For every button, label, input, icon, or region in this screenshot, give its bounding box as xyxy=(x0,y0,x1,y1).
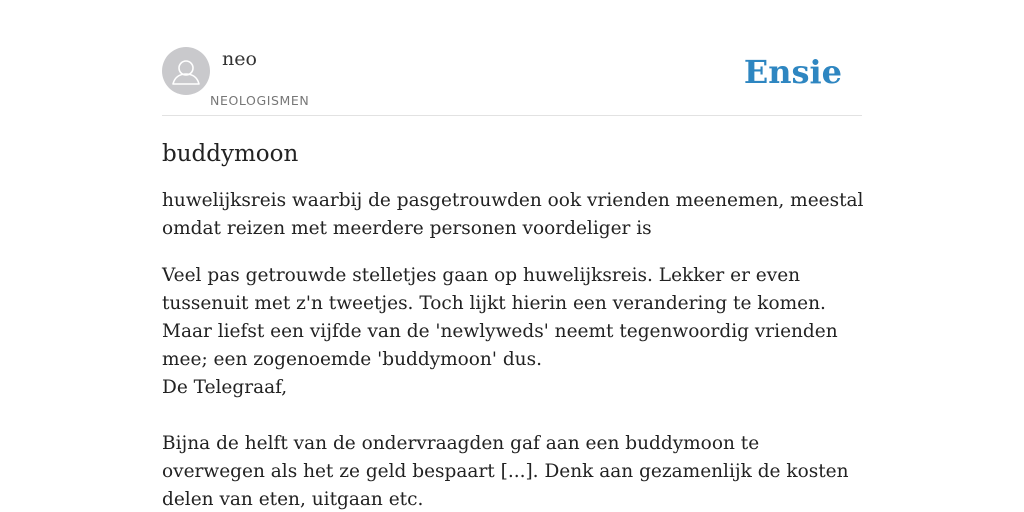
username-link[interactable]: neo xyxy=(222,48,257,70)
example-source: De Telegraaf, xyxy=(162,377,288,398)
user-avatar[interactable] xyxy=(162,47,210,95)
spacer xyxy=(162,402,867,430)
user-placeholder-icon xyxy=(162,47,210,95)
example-paragraph: Veel pas getrouwde stelletjes gaan op huwelijksreis. Lekker er even tussenuit met z'n tweetjes. Toch lijkt hierin een verandering te komen. Maar liefst een vijfde van de 'newlyweds' neemt tegenwoordig vrienden mee; een zogenoemde 'buddymoon' dus. xyxy=(162,265,838,370)
entry-example xyxy=(162,262,867,512)
category-label[interactable]: NEOLOGISMEN xyxy=(210,93,310,108)
entry-header xyxy=(162,46,862,116)
site-logo[interactable]: Ensie xyxy=(743,53,842,91)
example-paragraph: Bijna de helft van de ondervraagden gaf aan een buddymoon te overwegen als het ze geld bespaart [...]. Denk aan gezamenlijk de kosten delen van eten, uitgaan etc. xyxy=(162,433,849,510)
entry-definition: huwelijksreis waarbij de pasgetrouwden ook vrienden meenemen, meestal omdat reizen met meerdere personen voordeliger is xyxy=(162,190,864,239)
entry-title: buddymoon xyxy=(162,141,299,167)
entry-body xyxy=(162,138,867,512)
